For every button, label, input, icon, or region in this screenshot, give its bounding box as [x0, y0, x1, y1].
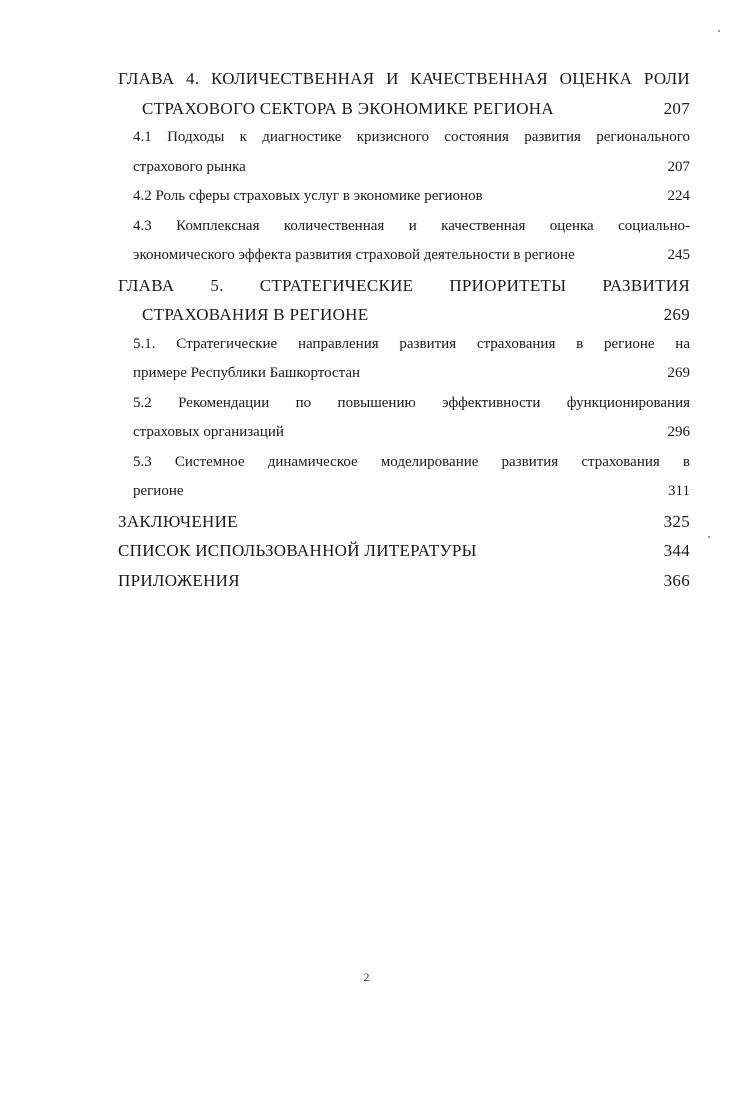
section-5-3-page-number: 311 [668, 483, 690, 499]
section-5-2-page-number: 296 [667, 424, 690, 440]
section-4-2-title: 4.2 Роль сферы страховых услуг в экономике регионов [133, 188, 483, 204]
chapter-5-title-line-1: ГЛАВА 5. СТРАТЕГИЧЕСКИЕ ПРИОРИТЕТЫ РАЗВИТИЯ [118, 275, 690, 295]
toc-entry-section-4-1[interactable] [118, 123, 690, 182]
toc-entry-section-5-2[interactable] [118, 389, 690, 448]
appendices-title: ПРИЛОЖЕНИЯ [118, 570, 240, 590]
chapter-4-title-line-1: ГЛАВА 4. КОЛИЧЕСТВЕННАЯ И КАЧЕСТВЕННАЯ ОЦЕНКА РОЛИ [118, 69, 690, 88]
section-4-1-title-line-2: страхового рынка [133, 158, 246, 175]
section-5-2-title-line-2: страховых организаций [133, 424, 284, 440]
section-5-3-title-line-2: регионе [133, 483, 184, 499]
references-title: СПИСОК ИСПОЛЬЗОВАННОЙ ЛИТЕРАТУРЫ [118, 541, 477, 560]
table-of-contents [118, 64, 690, 595]
toc-entry-section-4-3[interactable] [118, 212, 690, 271]
conclusion-page-number: 325 [663, 511, 690, 531]
chapter-5-page-number: 269 [663, 305, 690, 324]
scan-speck [708, 536, 710, 538]
scan-speck [718, 30, 720, 32]
appendices-page-number: 366 [663, 570, 690, 590]
section-5-1-title-line-1: 5.1. Стратегические направления развития страхования в регионе на [133, 335, 690, 352]
chapter-4-title-line-2: СТРАХОВОГО СЕКТОРА В ЭКОНОМИКЕ РЕГИОНА [142, 98, 554, 118]
references-page-number: 344 [663, 541, 690, 560]
section-5-2-title-line-1: 5.2 Рекомендации по повышению эффективности функционирования [133, 394, 690, 411]
section-4-3-title-line-2: экономического эффекта развития страховой деятельности в регионе [133, 247, 575, 263]
toc-entry-conclusion[interactable] [118, 507, 690, 537]
toc-entry-section-5-1[interactable] [118, 330, 690, 389]
section-5-3-title-line-1: 5.3 Системное динамическое моделирование развития страхования в [133, 453, 690, 470]
section-5-1-page-number: 269 [667, 365, 690, 381]
section-4-3-page-number: 245 [667, 247, 690, 263]
chapter-5-title-line-2: СТРАХОВАНИЯ В РЕГИОНЕ [142, 305, 369, 324]
section-4-1-page-number: 207 [667, 158, 690, 175]
toc-entry-section-5-3[interactable] [118, 448, 690, 507]
toc-entry-chapter-5[interactable] [118, 271, 690, 330]
section-5-1-title-line-2: примере Республики Башкортостан [133, 365, 361, 381]
section-4-3-title-line-1: 4.3 Комплексная количественная и качественная оценка социально- [133, 217, 690, 234]
page-number: 2 [363, 970, 370, 984]
conclusion-title: ЗАКЛЮЧЕНИЕ [118, 511, 238, 531]
section-4-2-page-number: 224 [667, 188, 690, 204]
section-4-1-title-line-1: 4.1 Подходы к диагностике кризисного состояния развития регионального [133, 129, 690, 145]
toc-entry-chapter-4[interactable] [118, 64, 690, 123]
toc-entry-references[interactable] [118, 536, 690, 566]
toc-entry-appendices[interactable] [118, 566, 690, 596]
toc-entry-section-4-2[interactable] [118, 182, 690, 212]
chapter-4-page-number: 207 [663, 98, 690, 118]
